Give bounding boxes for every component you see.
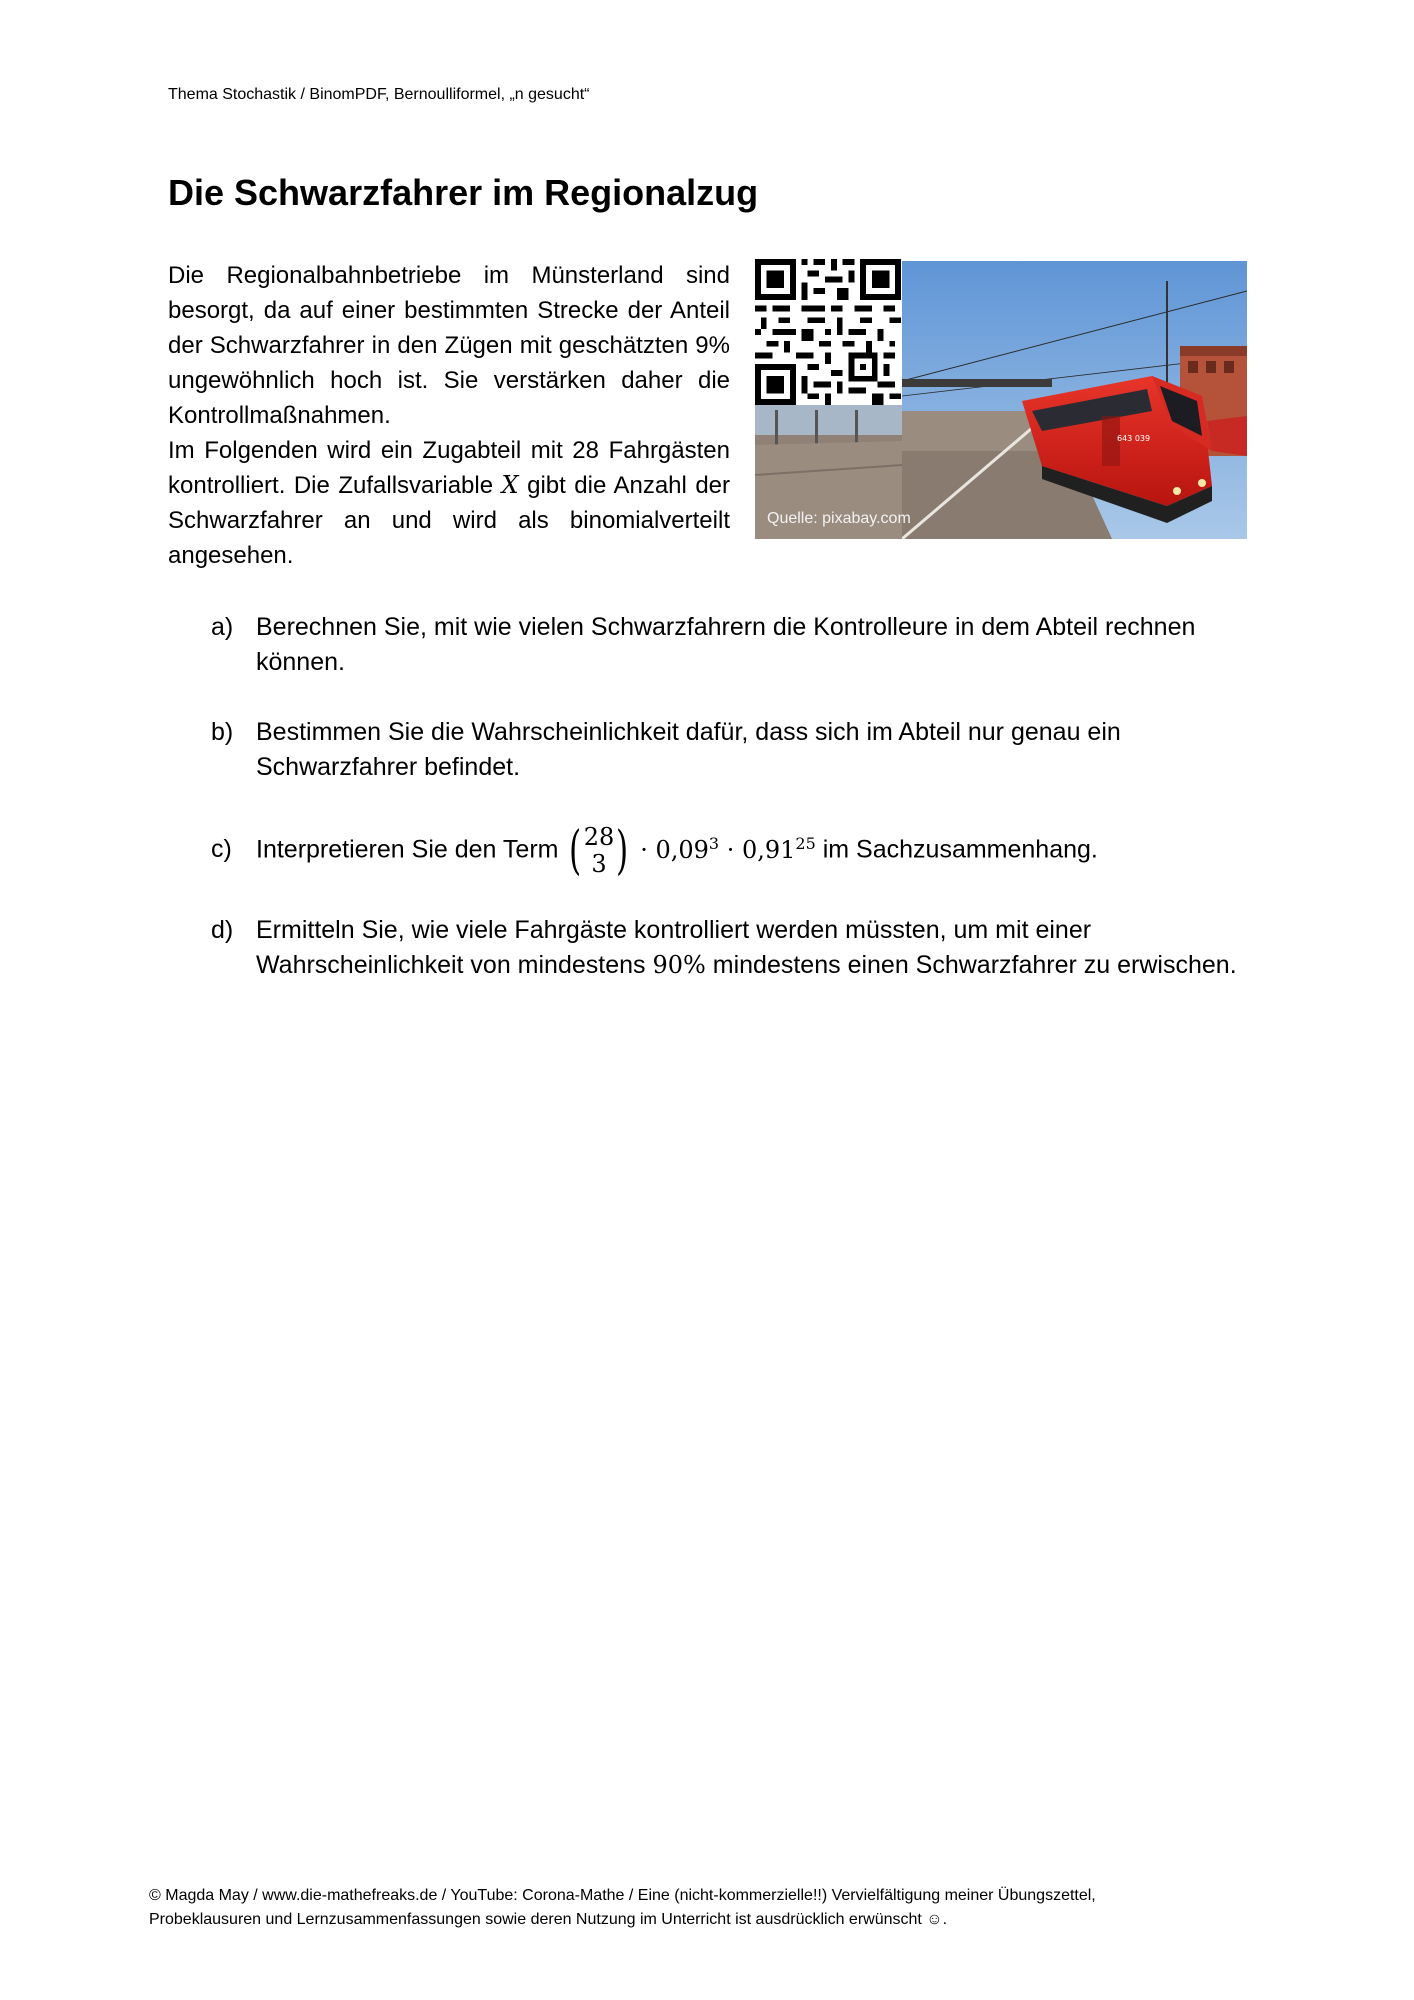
task-c-letter: c)	[211, 835, 232, 863]
binom-bottom: 3	[591, 850, 607, 878]
page-footer	[149, 1884, 1349, 1932]
task-c	[211, 821, 1251, 881]
task-d-percent: 90%	[652, 951, 706, 979]
task-c-text	[256, 821, 1251, 881]
task-a	[211, 610, 1251, 680]
intro-p2-before: Im Folgenden wird ein Zugabteil mit 28 Fahrgästen kontrolliert. Die Zufallsvariable	[168, 437, 730, 499]
intro-text	[168, 258, 730, 573]
task-d-text	[256, 913, 1251, 983]
task-c-after: im Sachzusammenhang.	[815, 835, 1098, 864]
train-figure	[755, 259, 1247, 539]
random-variable-x: X	[501, 471, 519, 499]
intro-paragraph-2	[168, 433, 730, 573]
qr-code	[755, 259, 901, 405]
page-header: Thema Stochastik / BinomPDF, Bernoulliformel, „n gesucht“	[168, 86, 590, 103]
task-b-letter: b)	[211, 718, 234, 746]
term-factor-2: · $0,91^{25}$	[719, 833, 816, 864]
task-b-text: Bestimmen Sie die Wahrscheinlichkeit dafür, dass sich im Abteil nur genau ein Schwarzfahrer befindet.	[256, 718, 1121, 781]
binom-top: 28	[583, 823, 615, 851]
task-d-after: mindestens einen Schwarzfahrer zu erwischen.	[705, 951, 1237, 979]
task-d-before: Ermitteln Sie, wie viele Fahrgäste kontrolliert werden müssten, um mit einer Wahrscheinlichkeit von mindestens	[256, 916, 1092, 979]
image-source-caption: Quelle: pixabay.com	[767, 510, 911, 527]
train-number-label: 643 039	[1117, 434, 1151, 443]
footer-line-1: © Magda May / www.die-mathefreaks.de / YouTube: Corona-Mathe / Eine (nicht-kommerzielle!!) Vervielfältigung meiner Übungszettel,	[149, 1887, 1096, 1904]
intro-paragraph-1: Die Regionalbahnbetriebe im Münsterland sind besorgt, da auf einer bestimmten Strecke der Anteil der Schwarzfahrer in den Zügen mit geschätzten 9% ungewöhnlich hoch ist. Sie verstärken daher die Kontrollmaßnahmen.	[168, 262, 730, 429]
footer-line-2: Probeklausuren und Lernzusammenfassungen sowie deren Nutzung im Unterricht ist ausdrücklich erwünscht ☺.	[149, 1911, 948, 1928]
binomial-coefficient: ( 28 3 )	[569, 821, 629, 881]
term-factor-1: · $0,09^3$	[632, 833, 720, 864]
task-b	[211, 715, 1251, 785]
task-c-before: Interpretieren Sie den Term	[256, 835, 566, 864]
task-a-text: Berechnen Sie, mit wie vielen Schwarzfahrern die Kontrolleure in dem Abteil rechnen können.	[256, 613, 1196, 676]
train-photo	[902, 261, 1247, 539]
task-d-letter: d)	[211, 916, 234, 944]
intro-p2-after: gibt die Anzahl der Schwarzfahrer an und wird als binomialverteilt angesehen.	[168, 472, 731, 569]
task-a-letter: a)	[211, 613, 234, 641]
task-d	[211, 913, 1251, 983]
page-title: Die Schwarzfahrer im Regionalzug	[168, 172, 759, 213]
